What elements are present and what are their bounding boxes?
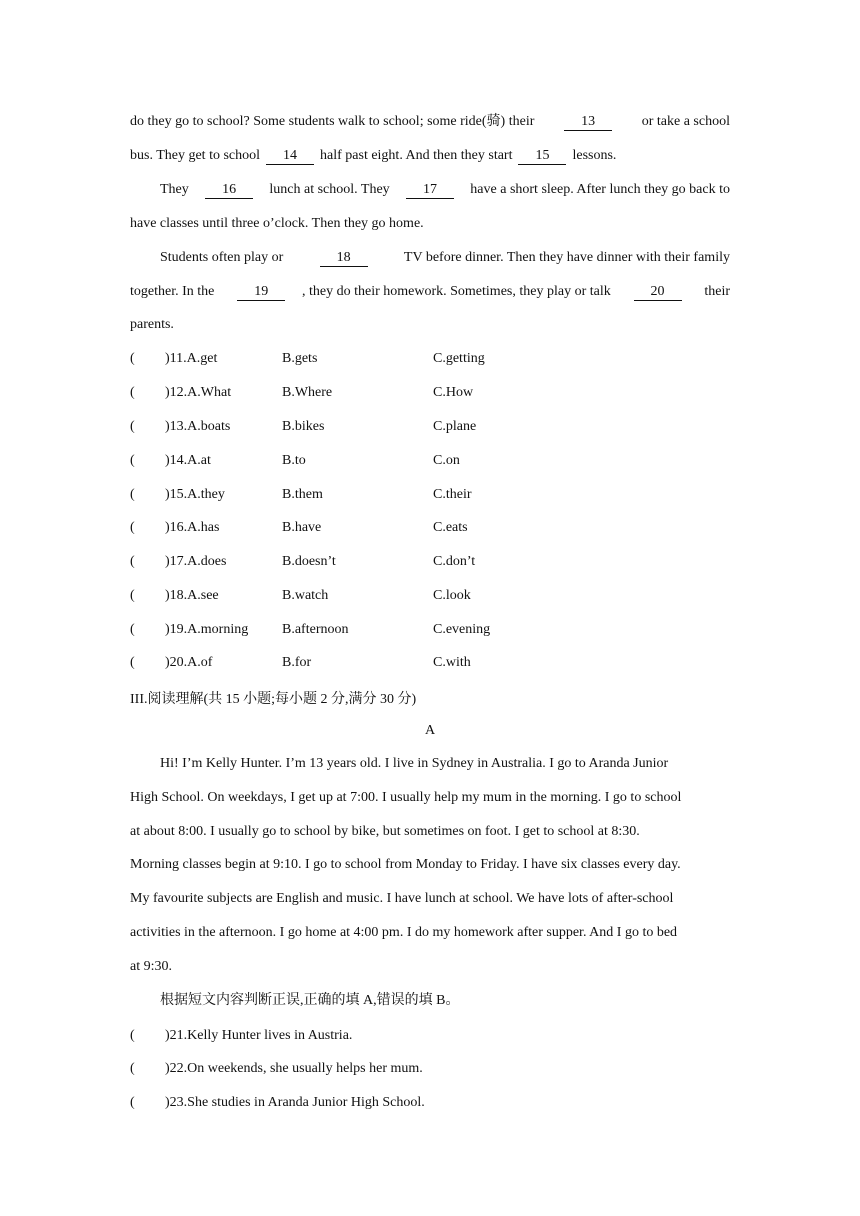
passage-line	[130, 960, 730, 994]
option-row-16	[130, 520, 730, 544]
passage-line	[130, 858, 730, 892]
section-heading: III.阅读理解(共 15 小题;每小题 2 分,满分 30 分)	[130, 692, 417, 707]
passage-text: High School. On weekdays, I get up at 7:00. I usually help my mum in the morning. I go to school	[130, 790, 682, 805]
option-row-14	[130, 453, 730, 477]
option-b: B.Where	[282, 385, 333, 400]
question-21	[130, 1028, 352, 1044]
answer-paren[interactable]: (	[130, 385, 135, 400]
cloze-text: They	[160, 182, 189, 197]
option-b: B.to	[282, 453, 306, 468]
blank-18[interactable]: 18	[320, 251, 368, 267]
option-row-17	[130, 554, 730, 578]
option-a: )15.A.they	[165, 487, 225, 502]
option-c: C.evening	[433, 622, 491, 637]
cloze-text: do they go to school? Some students walk to school; some ride(骑) their	[130, 114, 535, 129]
passage-line	[160, 757, 730, 791]
option-row-12	[130, 385, 730, 409]
answer-paren[interactable]: (	[130, 1095, 135, 1110]
option-b: B.for	[282, 655, 312, 670]
answer-paren[interactable]: (	[130, 655, 135, 670]
answer-paren[interactable]: (	[130, 588, 135, 603]
passage-text: My favourite subjects are English and music. I have lunch at school. We have lots of after-school	[130, 891, 674, 906]
answer-paren[interactable]: (	[130, 351, 135, 366]
question-text: )21.Kelly Hunter lives in Austria.	[165, 1028, 353, 1043]
option-a: )19.A.morning	[165, 622, 249, 637]
option-b: B.gets	[282, 351, 318, 366]
option-c: C.don’t	[433, 554, 476, 569]
option-c: C.look	[433, 588, 471, 603]
answer-paren[interactable]: (	[130, 622, 135, 637]
option-row-18	[130, 588, 730, 612]
option-a: )11.A.get	[165, 351, 218, 366]
option-c: C.on	[433, 453, 460, 468]
answer-paren[interactable]: (	[130, 554, 135, 569]
cloze-text: have a short sleep. After lunch they go back to	[470, 182, 730, 197]
option-a: )12.A.What	[165, 385, 232, 400]
blank-13[interactable]: 13	[564, 115, 612, 131]
blank-17[interactable]: 17	[406, 183, 454, 199]
cloze-text: bus. They get to school	[130, 148, 261, 163]
question-text: )22.On weekends, she usually helps her mum.	[165, 1061, 423, 1076]
cloze-text: their	[704, 284, 730, 299]
cloze-line-5	[160, 251, 730, 285]
option-a: )16.A.has	[165, 520, 220, 535]
cloze-text: , they do their homework. Sometimes, they play or talk	[302, 284, 611, 299]
cloze-text: lessons.	[572, 148, 617, 163]
answer-paren[interactable]: (	[130, 1061, 135, 1076]
answer-paren[interactable]: (	[130, 520, 135, 535]
option-a: )17.A.does	[165, 554, 227, 569]
cloze-line-6	[130, 285, 730, 319]
blank-15[interactable]: 15	[518, 149, 566, 165]
option-row-19	[130, 622, 730, 646]
option-b: B.them	[282, 487, 323, 502]
option-a: )13.A.boats	[165, 419, 231, 434]
option-c: C.getting	[433, 351, 485, 366]
answer-paren[interactable]: (	[130, 419, 135, 434]
option-c: C.eats	[433, 520, 468, 535]
option-a: )14.A.at	[165, 453, 211, 468]
option-b: B.doesn’t	[282, 554, 336, 569]
question-23	[130, 1095, 425, 1111]
cloze-text: Students often play or	[160, 250, 284, 265]
option-row-15	[130, 487, 730, 511]
passage-label: A	[424, 723, 436, 738]
option-b: B.have	[282, 520, 322, 535]
option-row-11	[130, 351, 730, 375]
cloze-line-3	[160, 183, 730, 217]
passage-line	[130, 825, 730, 859]
passage-text: at 9:30.	[130, 959, 172, 974]
passage-line	[130, 791, 730, 825]
cloze-text: have classes until three o’clock. Then they go home.	[130, 216, 424, 231]
passage-text: Morning classes begin at 9:10. I go to school from Monday to Friday. I have six classes every day.	[130, 857, 681, 872]
option-b: B.afternoon	[282, 622, 349, 637]
cloze-text: TV before dinner. Then they have dinner with their family	[403, 250, 730, 265]
passage-line	[130, 926, 730, 960]
option-row-13	[130, 419, 730, 443]
option-b: B.watch	[282, 588, 329, 603]
answer-paren[interactable]: (	[130, 1028, 135, 1043]
cloze-text: half past eight. And then they start	[320, 148, 513, 163]
option-c: C.their	[433, 487, 472, 502]
question-22	[130, 1061, 423, 1077]
instruction: 根据短文内容判断正误,正确的填 A,错误的填 B。	[160, 993, 460, 1008]
blank-14[interactable]: 14	[266, 149, 314, 165]
option-a: )20.A.of	[165, 655, 213, 670]
option-b: B.bikes	[282, 419, 325, 434]
answer-paren[interactable]: (	[130, 487, 135, 502]
cloze-text: together. In the	[130, 284, 215, 299]
passage-line	[130, 892, 730, 926]
option-c: C.How	[433, 385, 474, 400]
cloze-text: or take a school	[641, 114, 730, 129]
cloze-text: parents.	[130, 317, 174, 332]
cloze-line-1	[130, 115, 730, 149]
passage-text: Hi! I’m Kelly Hunter. I’m 13 years old. I live in Sydney in Australia. I go to Aranda Junior	[160, 756, 669, 771]
cloze-text: lunch at school. They	[269, 182, 390, 197]
blank-16[interactable]: 16	[205, 183, 253, 199]
cloze-line-2	[130, 149, 730, 183]
option-c: C.with	[433, 655, 471, 670]
answer-paren[interactable]: (	[130, 453, 135, 468]
blank-20[interactable]: 20	[634, 285, 682, 301]
option-c: C.plane	[433, 419, 477, 434]
cloze-line-7	[130, 318, 730, 352]
option-row-20	[130, 655, 730, 679]
passage-text: at about 8:00. I usually go to school by bike, but sometimes on foot. I get to school at 8:30.	[130, 824, 640, 839]
passage-text: activities in the afternoon. I go home at 4:00 pm. I do my homework after supper. And I go to bed	[130, 925, 678, 940]
question-text: )23.She studies in Aranda Junior High School.	[165, 1095, 425, 1110]
option-a: )18.A.see	[165, 588, 219, 603]
blank-19[interactable]: 19	[237, 285, 285, 301]
cloze-line-4	[130, 217, 730, 251]
